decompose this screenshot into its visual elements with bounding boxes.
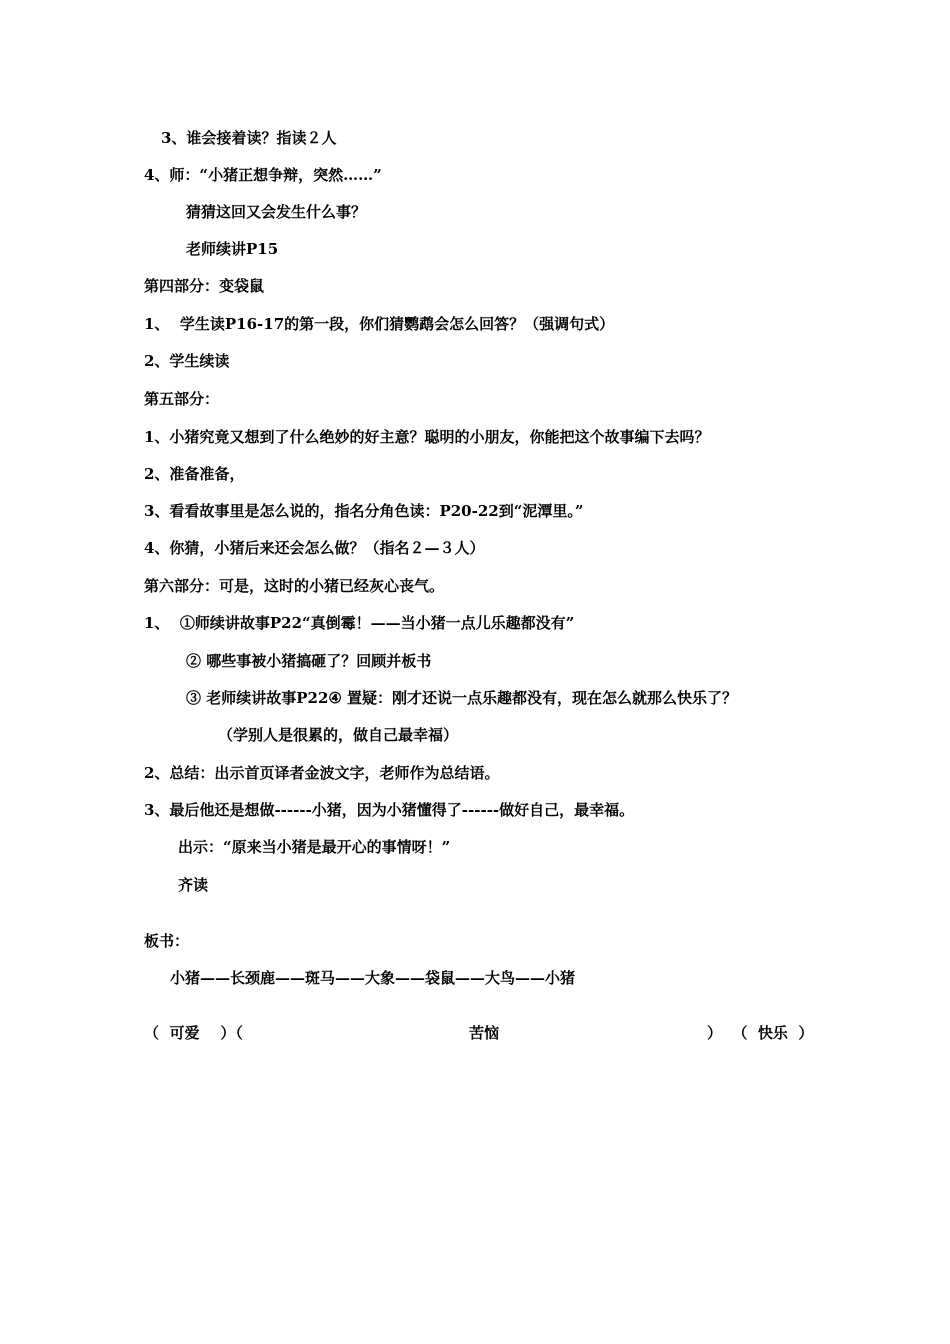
part-five-step-4: 4、你猜，小猪后来还会怎么做？（指名２—３人） bbox=[144, 539, 485, 557]
step-4-line: 4、师：“小猪正想争辩，突然……” bbox=[144, 166, 382, 184]
part-four-step-1: 1、 学生读P16-17的第一段，你们猜鹦鹉会怎么回答？（强调句式） bbox=[144, 315, 615, 333]
step-3-line: 3、谁会接着读？指读２人 bbox=[161, 129, 337, 147]
part-six-step-1-sub-3: ③ 老师续讲故事P22④ 置疑：刚才还说一点乐趣都没有，现在怎么就那么快乐了？ bbox=[186, 689, 738, 707]
board-chain: 小猪——长颈鹿——斑马——大象——袋鼠——大鸟——小猪 bbox=[170, 969, 576, 987]
board-label-cute: （ 可爱 ）（ bbox=[144, 1024, 243, 1042]
display-line: 出示：“原来当小猪是最开心的事情呀！” bbox=[178, 838, 451, 856]
part-six-step-1: 1、 ①师续讲故事P22“真倒霉！——当小猪一点儿乐趣都没有” bbox=[144, 614, 575, 632]
guess-line: 猜猜这回又会发生什么事？ bbox=[186, 203, 367, 221]
part-five-step-1: 1、小猪究竟又想到了什么绝妙的好主意？聪明的小朋友，你能把这个故事编下去吗？ bbox=[144, 428, 710, 446]
part-five-step-2: 2、准备准备， bbox=[144, 465, 245, 483]
part-six-heading: 第六部分：可是，这时的小猪已经灰心丧气。 bbox=[144, 577, 445, 595]
read-together-line: 齐读 bbox=[178, 876, 209, 894]
board-label-happy: ） （ 快乐 ） bbox=[707, 1024, 814, 1042]
part-four-heading: 第四部分：变袋鼠 bbox=[144, 277, 265, 295]
board-label-worry: 苦恼 bbox=[469, 1024, 500, 1042]
part-five-heading: 第五部分： bbox=[144, 390, 220, 408]
part-six-step-1-sub-2: ② 哪些事被小猪搞砸了？回顾并板书 bbox=[186, 652, 432, 670]
part-four-step-2: 2、学生续读 bbox=[144, 352, 230, 370]
part-six-note: （学别人是很累的，做自己最幸福） bbox=[218, 726, 459, 744]
part-five-step-3: 3、看看故事里是怎么说的，指名分角色读：P20-22到“泥潭里。” bbox=[144, 502, 584, 520]
board-title: 板书： bbox=[144, 932, 190, 950]
teacher-continue-line: 老师续讲P15 bbox=[186, 240, 279, 258]
part-six-step-3: 3、最后他还是想做------小猪，因为小猪懂得了------做好自己，最幸福。 bbox=[144, 801, 635, 819]
part-six-step-2: 2、总结：出示首页译者金波文字，老师作为总结语。 bbox=[144, 764, 500, 782]
